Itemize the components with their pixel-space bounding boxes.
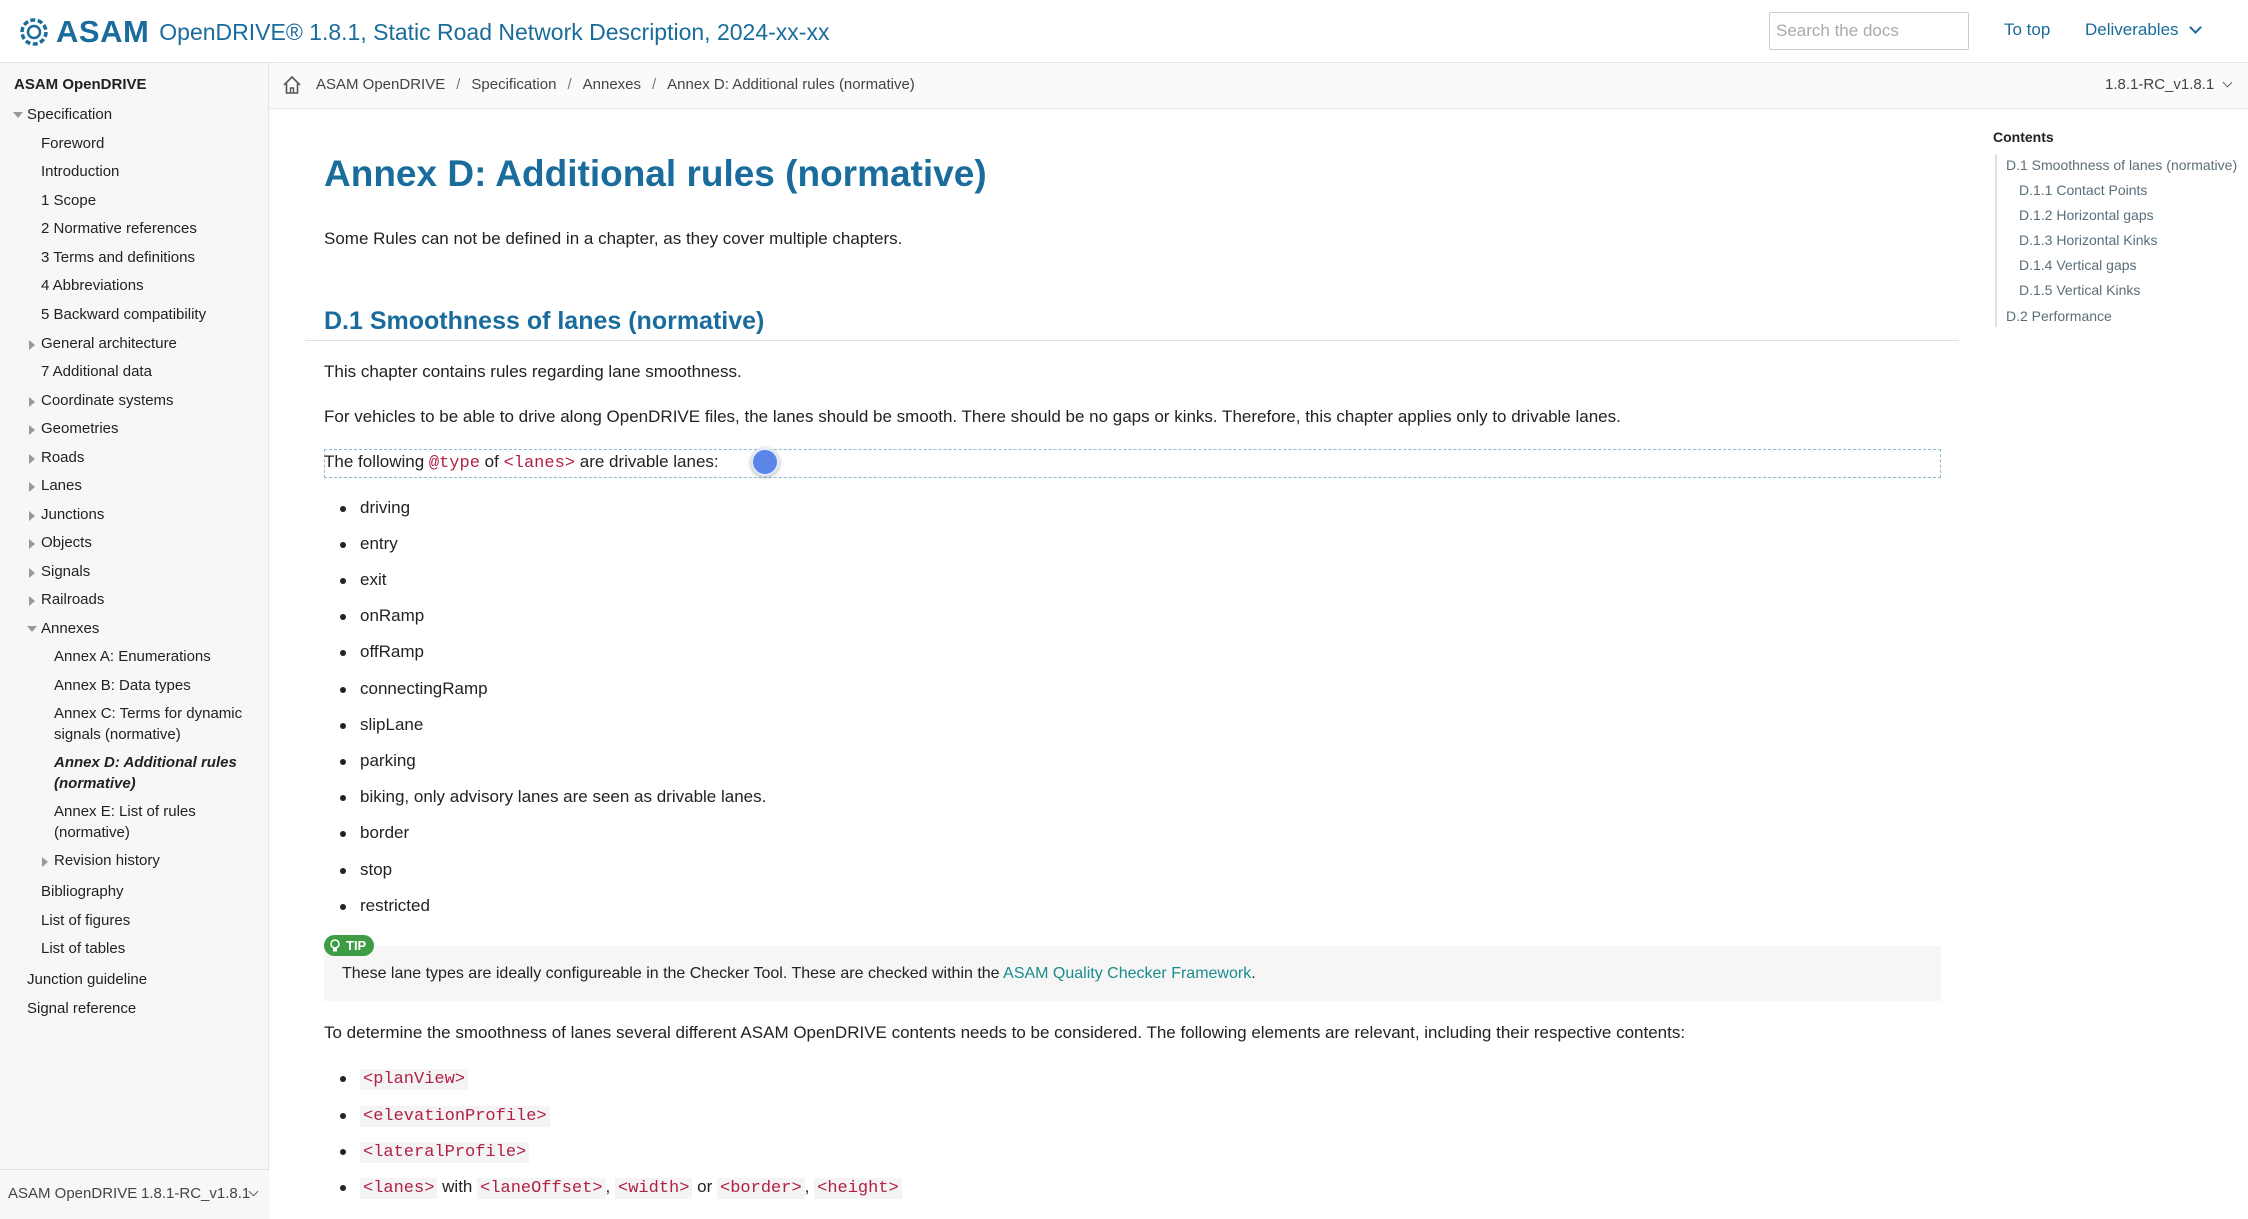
code-type: @type: [428, 454, 480, 473]
list-item: entry: [360, 534, 398, 553]
paragraph: To determine the smoothness of lanes several different ASAM OpenDRIVE contents needs to be considered. The following elements are relevant, including their respective contents:: [324, 1023, 1686, 1042]
tip-body: These lane types are ideally configureable in the Checker Tool. These are checked within the: [342, 965, 1000, 982]
breadcrumb-separator: /: [652, 76, 657, 93]
annex-e-label-line1: Annex E: List of rules: [54, 803, 196, 820]
sidebar-item-general-architecture[interactable]: General architecture: [41, 335, 177, 352]
sidebar-item-annex-c[interactable]: [54, 703, 242, 745]
paragraph: This chapter contains rules regarding lane smoothness.: [324, 362, 742, 381]
sidebar-item-foreword[interactable]: Foreword: [41, 135, 105, 152]
toc-item[interactable]: D.1 Smoothness of lanes (normative): [2006, 157, 2238, 173]
annex-e-label-line2: (normative): [54, 824, 130, 841]
expand-toggle-icon[interactable]: [29, 340, 35, 350]
tip-label: TIP: [346, 938, 367, 953]
list-item: connectingRamp: [360, 679, 488, 698]
collapse-toggle-icon[interactable]: [27, 626, 37, 632]
toolbar: [269, 63, 2248, 109]
list-item: restricted: [360, 896, 430, 915]
annex-c-label-line2: signals (normative): [54, 726, 181, 743]
list-item: biking, only advisory lanes are seen as drivable lanes.: [360, 787, 767, 806]
toc-item[interactable]: D.1.1 Contact Points: [2019, 182, 2148, 198]
section-divider: [305, 340, 1959, 341]
toc-item[interactable]: D.1.4 Vertical gaps: [2019, 257, 2137, 273]
sidebar-item-bibliography[interactable]: Bibliography: [41, 883, 124, 900]
section-heading[interactable]: D.1 Smoothness of lanes (normative): [324, 307, 765, 335]
toc-title: Contents: [1993, 129, 2054, 145]
footer-component-name: ASAM OpenDRIVE: [8, 1185, 138, 1202]
list-item: parking: [360, 751, 416, 770]
sidebar-item-objects[interactable]: Objects: [41, 534, 92, 551]
page-title: Annex D: Additional rules (normative): [324, 153, 987, 194]
pointer-cursor-indicator: [751, 448, 779, 476]
expand-toggle-icon[interactable]: [29, 511, 35, 521]
code-width: <width>: [615, 1178, 692, 1199]
top-navbar: [0, 0, 2248, 63]
sidebar-item-list-of-tables[interactable]: List of tables: [41, 940, 126, 957]
paragraph-drivable-lanes: [324, 452, 719, 473]
code-lanes: <lanes>: [503, 454, 575, 473]
asam-logo-icon: [18, 16, 50, 48]
chevron-down-icon: [2189, 21, 2202, 34]
breadcrumb-separator: /: [456, 76, 461, 93]
quality-checker-link[interactable]: ASAM Quality Checker Framework: [1003, 965, 1252, 982]
toc-item[interactable]: D.1.5 Vertical Kinks: [2019, 282, 2141, 298]
sidebar-item-annex-e[interactable]: [54, 801, 196, 843]
annex-d-label-line1: Annex D: Additional rules: [54, 754, 237, 771]
annex-d-label-line2: (normative): [54, 775, 136, 792]
expand-toggle-icon[interactable]: [29, 539, 35, 549]
brand-link[interactable]: [18, 14, 829, 50]
list-item: slipLane: [360, 715, 424, 734]
code-elevation-profile: <elevationProfile>: [360, 1106, 550, 1127]
sidebar-item-signal-reference[interactable]: Signal reference: [27, 1000, 137, 1017]
sidebar-nav: [0, 63, 269, 1219]
paragraph: For vehicles to be able to drive along OpenDRIVE files, the lanes should be smooth. There should be no gaps or kinks. Therefore, this chapter applies only to drivable lanes.: [324, 407, 1621, 426]
sidebar-item-revision-history[interactable]: Revision history: [54, 852, 160, 869]
sidebar-item-junctions[interactable]: Junctions: [41, 506, 105, 523]
code-lanes: <lanes>: [360, 1178, 437, 1199]
deliverables-label: Deliverables: [2085, 20, 2179, 39]
expand-toggle-icon[interactable]: [29, 397, 35, 407]
article: [269, 109, 1959, 1219]
sidebar-component-title[interactable]: ASAM OpenDRIVE: [14, 76, 147, 93]
home-icon[interactable]: [282, 75, 302, 95]
brand-name: ASAM: [56, 14, 150, 49]
sidebar-item-annex-d-current[interactable]: [54, 752, 237, 794]
sidebar-item-lanes[interactable]: Lanes: [41, 477, 82, 494]
sidebar-item-signals[interactable]: Signals: [41, 563, 91, 580]
sidebar-item-list-of-figures[interactable]: List of figures: [41, 912, 131, 929]
toc-item[interactable]: D.2 Performance: [2006, 308, 2112, 324]
sidebar-item-roads[interactable]: Roads: [41, 449, 85, 466]
toc-item[interactable]: D.1.3 Horizontal Kinks: [2019, 232, 2158, 248]
expand-toggle-icon[interactable]: [42, 857, 48, 867]
sidebar-item-abbreviations[interactable]: 4 Abbreviations: [41, 277, 144, 294]
toc-item[interactable]: D.1.2 Horizontal gaps: [2019, 207, 2154, 223]
breadcrumb-item[interactable]: Annexes: [582, 76, 641, 93]
sidebar-item-coordinate-systems[interactable]: Coordinate systems: [41, 392, 174, 409]
search-input[interactable]: [1769, 12, 1969, 50]
list-item: border: [360, 823, 410, 842]
chevron-down-icon: [2223, 78, 2233, 88]
component-version-selector[interactable]: [0, 1169, 269, 1219]
tip-badge: [324, 935, 374, 956]
document-title: OpenDRIVE® 1.8.1, Static Road Network Description, 2024-xx-xx: [159, 18, 830, 45]
footer-version: 1.8.1-RC_v1.8.1: [141, 1185, 251, 1202]
sidebar-item-normative-references[interactable]: 2 Normative references: [41, 220, 197, 237]
expand-toggle-icon[interactable]: [29, 568, 35, 578]
expand-toggle-icon[interactable]: [29, 454, 35, 464]
deliverables-menu[interactable]: [2085, 20, 2200, 40]
text: with: [442, 1177, 473, 1196]
code-lane-offset: <laneOffset>: [477, 1178, 605, 1199]
sidebar-item-scope[interactable]: 1 Scope: [41, 192, 97, 209]
expand-toggle-icon[interactable]: [29, 425, 35, 435]
text: ,: [605, 1177, 611, 1196]
sidebar-item-specification[interactable]: Specification: [27, 106, 113, 123]
page-version-selector[interactable]: [2105, 76, 2231, 93]
breadcrumb: [316, 76, 915, 93]
text: of: [484, 452, 499, 471]
text: The following: [324, 452, 425, 471]
text: or: [697, 1177, 713, 1196]
list-item: stop: [360, 860, 393, 879]
sidebar-item-annex-a[interactable]: Annex A: Enumerations: [54, 648, 211, 665]
breadcrumb-current[interactable]: Annex D: Additional rules (normative): [667, 76, 915, 93]
sidebar-item-backward-compatibility[interactable]: 5 Backward compatibility: [41, 306, 207, 323]
sidebar-item-introduction[interactable]: Introduction: [41, 163, 120, 180]
expand-toggle-icon[interactable]: [29, 482, 35, 492]
list-item: onRamp: [360, 606, 425, 625]
breadcrumb-separator: /: [567, 76, 572, 93]
sidebar-item-terms[interactable]: 3 Terms and definitions: [41, 249, 195, 266]
list-item: [360, 1068, 468, 1089]
code-planview: <planView>: [360, 1069, 468, 1090]
list-item: [360, 1141, 529, 1162]
sidebar-item-annexes[interactable]: Annexes: [41, 620, 100, 637]
list-item: exit: [360, 570, 387, 589]
to-top-link[interactable]: To top: [2004, 20, 2051, 39]
expand-toggle-icon[interactable]: [29, 596, 35, 606]
lightbulb-icon: [329, 939, 341, 953]
page-version-label: 1.8.1-RC_v1.8.1: [2105, 76, 2215, 93]
list-item: driving: [360, 498, 411, 517]
code-lateral-profile: <lateralProfile>: [360, 1142, 529, 1163]
list-item: [360, 1105, 550, 1126]
text: ,: [804, 1177, 810, 1196]
breadcrumb-item[interactable]: Specification: [471, 76, 557, 93]
sidebar-item-junction-guideline[interactable]: Junction guideline: [27, 971, 148, 988]
list-item: offRamp: [360, 642, 424, 661]
sidebar-item-railroads[interactable]: Railroads: [41, 591, 105, 608]
sidebar-item-geometries[interactable]: Geometries: [41, 420, 119, 437]
tip-end: .: [1251, 965, 1256, 982]
list-item: [360, 1177, 902, 1198]
tip-text: [342, 965, 1256, 983]
breadcrumb-item[interactable]: ASAM OpenDRIVE: [316, 76, 446, 93]
collapse-toggle-icon[interactable]: [13, 112, 23, 118]
sidebar-item-additional-data[interactable]: 7 Additional data: [41, 363, 152, 380]
sidebar-item-annex-b[interactable]: Annex B: Data types: [54, 677, 191, 694]
code-height: <height>: [814, 1178, 902, 1199]
toc-rail: [1995, 154, 1997, 327]
annex-c-label-line1: Annex C: Terms for dynamic: [54, 705, 243, 722]
text: are drivable lanes:: [579, 452, 719, 471]
tip-admonition: [324, 946, 1941, 1001]
code-border: <border>: [717, 1178, 805, 1199]
intro-paragraph: Some Rules can not be defined in a chapter, as they cover multiple chapters.: [324, 229, 903, 248]
